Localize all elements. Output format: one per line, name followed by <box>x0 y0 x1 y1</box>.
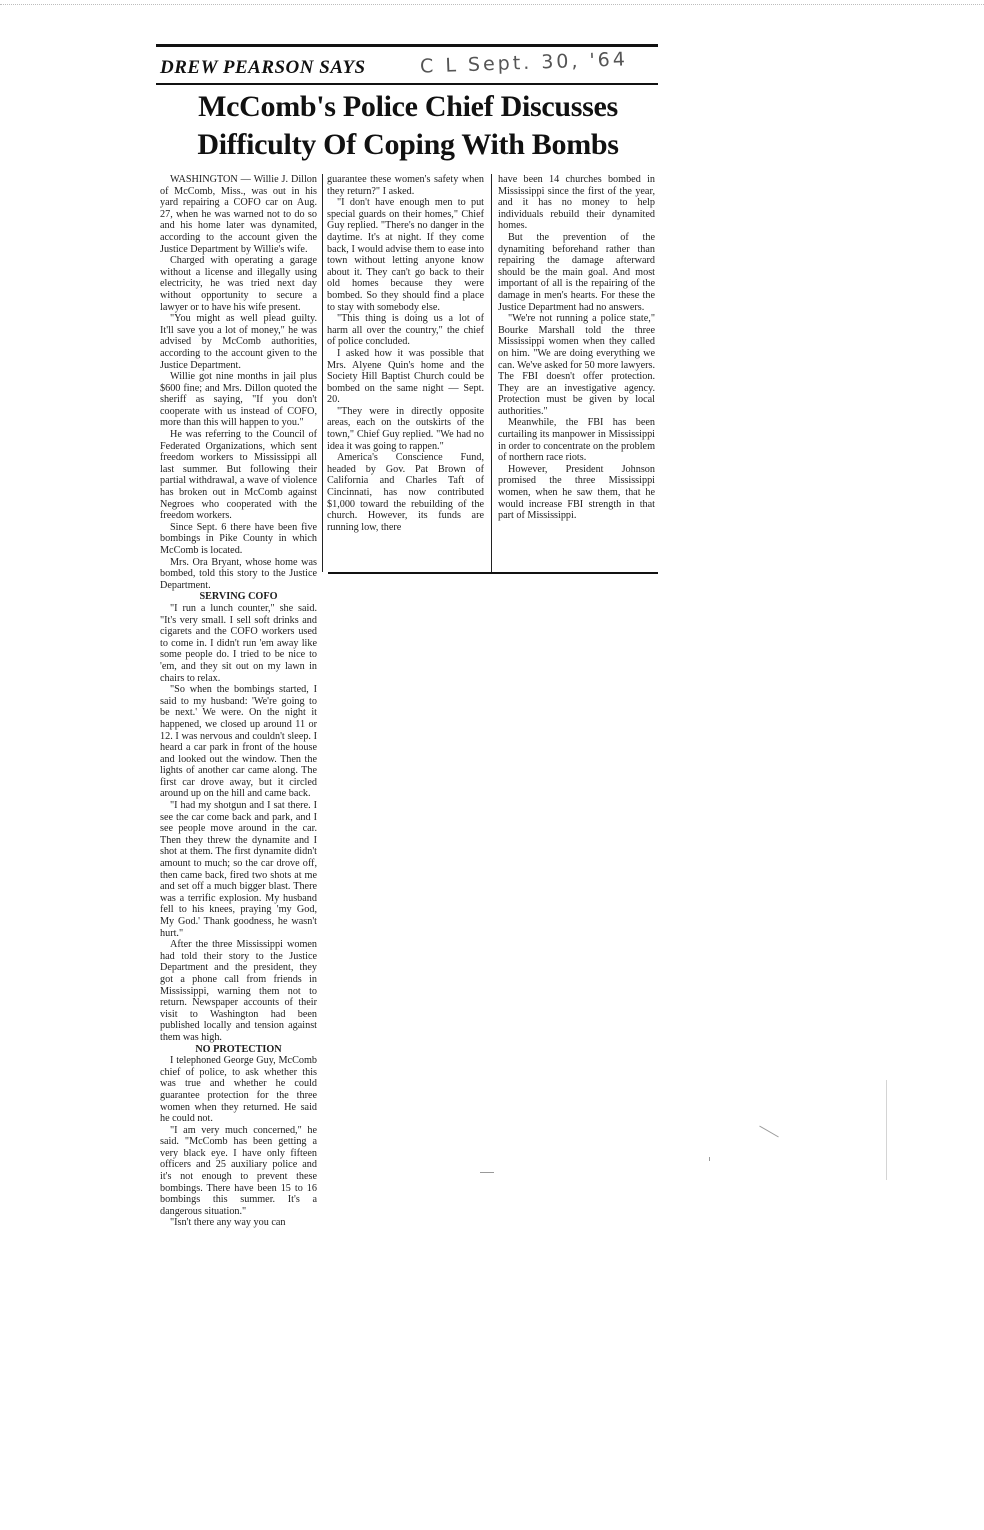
headline <box>158 88 658 164</box>
column-divider-1 <box>322 174 323 572</box>
article-paragraph: After the three Mississippi women had told their story to the Justice Department and the president, they got a phone call from friends in Mississippi, warning them not to return. Newspaper accounts of their visit to Washington had been published locally and tension against them was high. <box>160 939 317 1043</box>
article-paragraph: Mrs. Ora Bryant, whose home was bombed, told this story to the Justice Department. <box>160 556 317 591</box>
column-divider-2 <box>491 174 492 572</box>
article-paragraph: He was referring to the Council of Federated Organizations, which sent freedom workers to Mississippi all last summer. But following their partial withdrawal, a wave of violence has broken out in McComb against Negroes who cooperated with the freedom workers. <box>160 429 317 522</box>
article-paragraph: Meanwhile, the FBI has been curtailing its manpower in Mississippi in order to concentrate on the problem of northern race riots. <box>498 417 655 464</box>
article-paragraph: WASHINGTON — Willie J. Dillon of McComb, Miss., was out in his yard repairing a COFO car on Aug. 27, when he was warned not to do so and his home later was dynamited, according to the account given the Justice Department by Willie's wife. <box>160 174 317 255</box>
article-paragraph: America's Conscience Fund, headed by Gov. Pat Brown of California and Charles Taft of Cincinnati, has now contributed $1,000 toward the rebuilding of the church. However, its funds are running low, there <box>327 452 484 533</box>
article-paragraph: "Isn't there any way you can <box>170 1217 286 1229</box>
article-paragraph: I asked how it was possible that Mrs. Alyene Quin's home and the Society Hill Baptist Church could be bombed on the same night — Sept. 20. <box>327 347 484 406</box>
article-paragraph: However, President Johnson promised the three Mississippi women, when he saw them, that he would increase FBI strength in that part of Mississippi. <box>498 463 655 522</box>
article-paragraph: guarantee these women's safety when they return?" I asked. <box>327 174 484 197</box>
article-paragraph: "You might as well plead guilty. It'll save you a lot of money," he was advised by McComb authorities, according to the account given to the Justice Department. <box>160 313 317 371</box>
article-paragraph: "We're not running a police state," Bourke Marshall told the three Mississippi women when they called on him. "We are doing everything we can. We've asked for 50 more lawyers. The FBI doesn't offer protection. They are an investigative agency. Protection must be given by local authorities." <box>498 313 655 417</box>
bottom-rule <box>328 572 658 574</box>
article-column-3 <box>498 174 655 522</box>
section-subhead: NO PROTECTION <box>195 1043 282 1055</box>
article-paragraph: Willie got nine months in jail plus $600 fine; and Mrs. Dillon quoted the sheriff as saying, "If you don't cooperate with us instead of COFO, more than this will happen to you." <box>160 371 317 429</box>
kicker-rule <box>156 83 658 85</box>
article-paragraph: "I had my shotgun and I sat there. I see the car come back and park, and I see people move around in the car. Then they threw the dynamite and I shot at them. The first dynamite didn't amount to much; so the car drove off, then came back, fired two shots at me and set off a much bigger blast. There was a terrific explosion. My husband fell to his knees, praying 'my God, My God.' Thank goodness, he wasn't hurt." <box>160 800 317 939</box>
article-paragraph: "This thing is doing us a lot of harm all over the country," the chief of police concluded. <box>327 313 484 348</box>
column-label: DREW PEARSON SAYS <box>160 57 366 78</box>
headline-line-1: McComb's Police Chief Discusses <box>198 90 618 123</box>
article-column-1 <box>160 174 317 1229</box>
article-paragraph: "I run a lunch counter," she said. "It's very small. I sell soft drinks and cigarets and the COFO workers used to come in. I didn't run 'em away like some people do. I tried to be nice to 'em, and they sit out on my lawn in chairs to relax. <box>160 602 317 684</box>
article-paragraph: Since Sept. 6 there have been five bombings in Pike County in which McComb is located. <box>160 521 317 556</box>
headline-line-2: Difficulty Of Coping With Bombs <box>197 128 619 161</box>
handwritten-date-note: C L Sept. 30, '64 <box>419 48 629 78</box>
newspaper-clipping <box>148 40 658 1412</box>
article-paragraph: Charged with operating a garage without a license and illegally using electricity, he was tried next day without opportunity to secure a lawyer or to have his wife present. <box>160 255 317 313</box>
article-paragraph: I telephoned George Guy, McComb chief of police, to ask whether this was true and whether he could guarantee protection for the three women when they returned. He said he could not. <box>160 1055 317 1125</box>
section-subhead: SERVING COFO <box>199 591 278 603</box>
top-rule <box>156 44 658 47</box>
scan-speck <box>480 1172 494 1173</box>
article-column-2 <box>327 174 484 533</box>
article-paragraph: "They were in directly opposite areas, each on the outskirts of the town," Chief Guy replied. "We had no idea it was going to rappen." <box>327 405 484 452</box>
article-paragraph: "I don't have enough men to put special guards on their homes," Chief Guy replied. "There's no danger in the daytime. It's at night. If they come back, I would advise them to ease into town without letting anyone know about it. They can't go back to their old homes because they were bombed. So they should find a place to stay with somebody else. <box>327 197 484 313</box>
scan-speck <box>759 1126 779 1138</box>
article-paragraph: But the prevention of the dynamiting beforehand rather than repairing the damage afterward should be the main goal. And most important of all is the repairing of the damage in men's hearts. For these the Justice Department had no answers. <box>498 231 655 313</box>
scan-top-edge <box>0 4 984 5</box>
article-paragraph: have been 14 churches bombed in Mississippi since the first of the year, and it has no money to help individuals rebuild their dynamited homes. <box>498 174 655 232</box>
scan-speck <box>886 1080 887 1180</box>
scan-speck <box>709 1157 710 1161</box>
article-paragraph: "So when the bombings started, I said to my husband: 'We're going to be next.' We were. On the night it happened, we closed up around 11 or 12. I was nervous and couldn't sleep. I heard a car park in front of the house and looked out the window. Then the lights of another car came along. The first car drove away, but it circled around up on the hill and came back. <box>160 684 317 800</box>
article-paragraph: "I am very much concerned," he said. "McComb has been getting a very black eye. I have only fifteen officers and 25 auxiliary police and it's not enough to prevent these bombings. There have been 15 to 16 bombings this summer. It's a dangerous situation." <box>160 1124 317 1217</box>
